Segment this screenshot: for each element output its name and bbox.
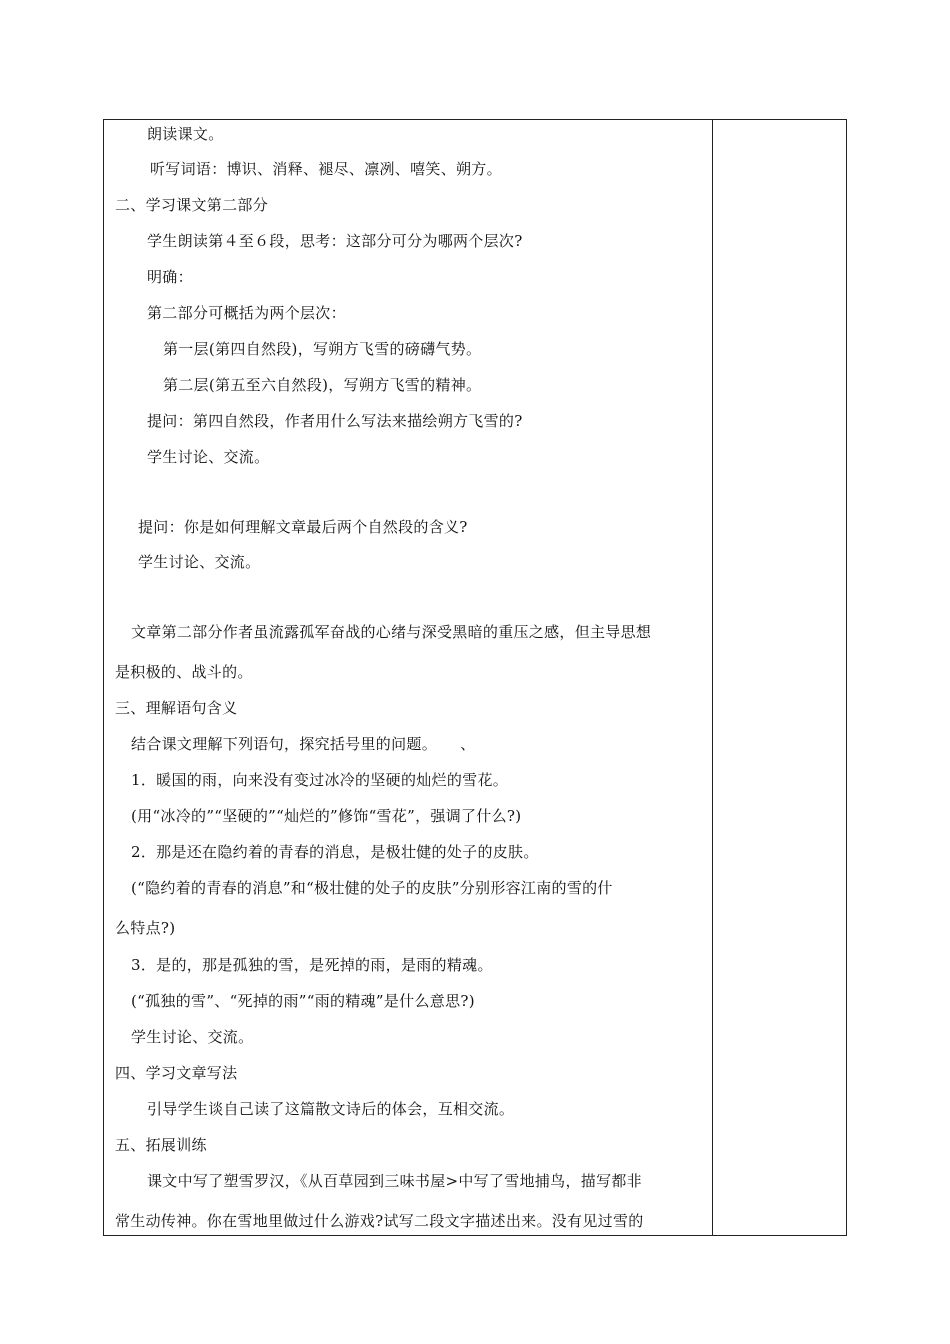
text-line: 课文中写了塑雪罗汉，《从百草园到三味书屋>中写了雪地捕鸟，描写都非 (147, 1172, 642, 1190)
text-line: 1．暖国的雨，向来没有变过冰冷的坚硬的灿烂的雪花。 (131, 771, 509, 789)
text-line: 是积极的、战斗的。 (115, 663, 253, 681)
text-line: (“隐约着的青春的消息”和“极壮健的处子的皮肤”分别形容江南的雪的什 (131, 879, 613, 897)
text-line: 提问：第四自然段，作者用什么写法来描绘朔方飞雪的? (147, 412, 523, 430)
column-divider (712, 119, 713, 1236)
text-line: 明确： (147, 268, 193, 286)
text-line: 结合课文理解下列语句，探究括号里的问题。 、 (131, 735, 476, 753)
text-line: 2．那是还在隐约着的青春的消息，是极壮健的处子的皮肤。 (131, 843, 539, 861)
text-line: 学生讨论、交流。 (138, 553, 261, 571)
text-line: 3．是的，那是孤独的雪，是死掉的雨，是雨的精魂。 (131, 956, 493, 974)
text-line: 学生讨论、交流。 (147, 448, 270, 466)
text-line: 引导学生谈自己读了这篇散文诗后的体会，互相交流。 (147, 1100, 515, 1118)
text-line: 文章第二部分作者虽流露孤军奋战的心绪与深受黑暗的重压之感，但主导思想 (131, 623, 652, 641)
text-line: 常生动传神。你在雪地里做过什么游戏?试写二段文字描述出来。没有见过雪的 (115, 1212, 644, 1230)
text-line: 第二层(第五至六自然段)，写朔方飞雪的精神。 (163, 376, 482, 394)
section-heading: 三、理解语句含义 (115, 699, 238, 717)
section-heading: 五、拓展训练 (115, 1136, 207, 1154)
text-line: (用“冰冷的”“坚硬的”“灿烂的”修饰“雪花”，强调了什么?) (131, 807, 522, 825)
text-line: 提问：你是如何理解文章最后两个自然段的含义? (138, 518, 468, 536)
text-line: 第二部分可概括为两个层次： (147, 304, 346, 322)
text-line: 朗读课文。 (147, 125, 224, 143)
text-line: 第一层(第四自然段)，写朔方飞雪的磅礴气势。 (163, 340, 482, 358)
text-line: 学生讨论、交流。 (131, 1028, 254, 1046)
text-line: 么特点?) (115, 919, 176, 937)
text-line: 听写词语：博识、消释、褪尽、凛冽、嘻笑、朔方。 (150, 160, 502, 178)
section-heading: 二、学习课文第二部分 (115, 196, 269, 214)
text-line: (“孤独的雪”、“死掉的雨”“雨的精魂”是什么意思?) (131, 992, 475, 1010)
text-line: 学生朗读第４至６段，思考：这部分可分为哪两个层次? (147, 232, 523, 250)
section-heading: 四、学习文章写法 (115, 1064, 238, 1082)
